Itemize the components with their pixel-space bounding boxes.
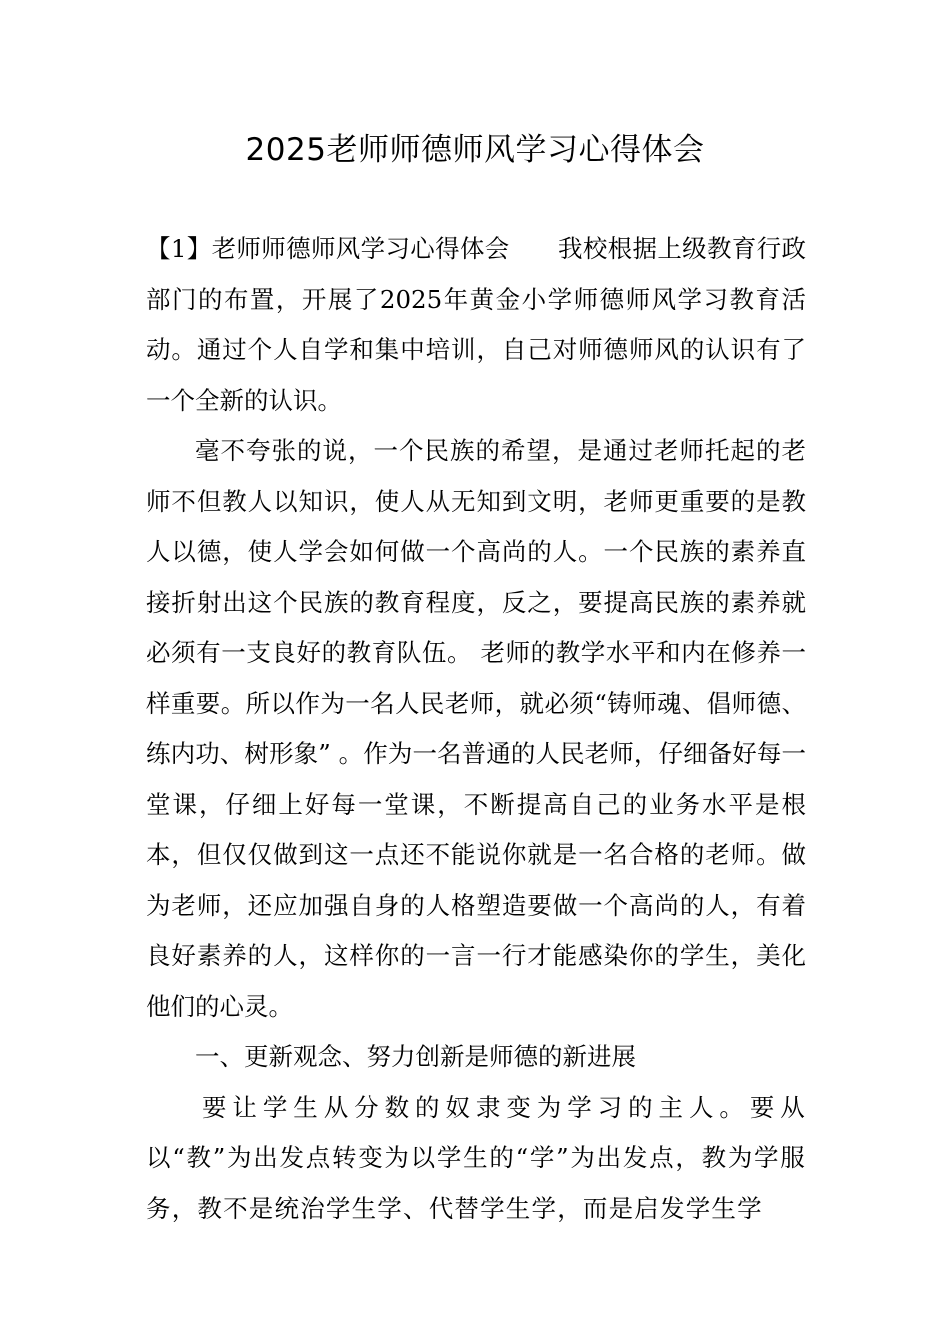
section-label: 【1】老师师德师风学习心得体会 (146, 234, 510, 263)
paragraph-1 (146, 224, 806, 426)
document-body (146, 224, 806, 1234)
section-heading: 一、更新观念、努力创新是师德的新进展 (195, 1042, 636, 1071)
section-intro-text: 我校根据上级教育行政部门的布置，开展了2025年黄金小学师德师风学习教育活动。通过个人自学和集中培训，自己对师德师风的认识有了一个全新的认识。 (146, 234, 807, 415)
paragraph-2: 毫不夸张的说，一个民族的希望，是通过老师托起的老师不但教人以知识，使人从无知到文明，老师更重要的是教人以德，使人学会如何做一个高尚的人。一个民族的素养直接折射出这个民族的教育程度，反之，要提高民族的素养就必须有一支良好的教育队伍。 老师的教学水平和内在修养一样重要。所以作为一名人民老师，就必须“铸师魂、倡师德、练内功、树形象” 。作为一名普通的人民老师，仔细备好每一堂课，仔细上好每一堂课，不断提高自己的业务水平是根本，但仅仅做到这一点还不能说你就是一名合格的老师。做为老师，还应加强自身的人格塑造要做一个高尚的人，有着良好素养的人，这样你的一言一行才能感染你的学生，美化他们的心灵。 (146, 436, 806, 1021)
document-title: 2025老师师德师风学习心得体会 (245, 132, 705, 168)
paragraph-3: 要让学生从分数的奴隶变为学习的主人。要从以“教”为出发点转变为以学生的“学”为出发点，教为学服务，教不是统治学生学、代替学生学，而是启发学生学 (146, 1092, 806, 1223)
